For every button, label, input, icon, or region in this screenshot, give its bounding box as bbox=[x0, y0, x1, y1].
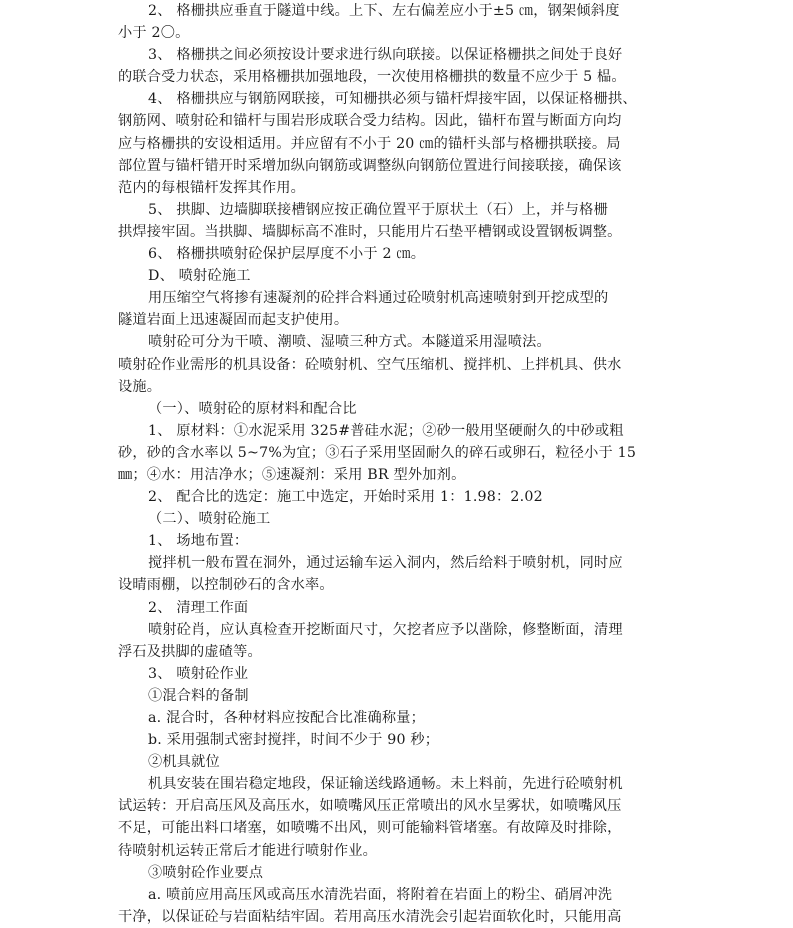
text-line: 2、 格栅拱应垂直于隧道中线。上下、左右偏差应小于±5 ㎝，钢架倾斜度 bbox=[148, 3, 620, 19]
text-line: ③喷射砼作业要点 bbox=[148, 864, 264, 881]
text-line: 设施。 bbox=[118, 378, 162, 395]
text-line: 喷射砼可分为干喷、潮喷、湿喷三种方式。本隧道采用湿喷法。 bbox=[148, 334, 551, 351]
text-line: 3、 格栅拱之间必须按设计要求进行纵向联接。以保证格栅拱之间处于良好 bbox=[148, 47, 623, 64]
text-line: 设晴雨棚，以控制砂石的含水率。 bbox=[118, 577, 334, 594]
text-line: 喷射砼肖，应认真检查开挖断面尺寸，欠挖者应予以凿除，修整断面，清理 bbox=[148, 621, 623, 638]
text-line: 1、 场地布置： bbox=[148, 533, 249, 550]
text-line: 小于 2〇。 bbox=[118, 25, 190, 42]
text-line: 喷射砼作业需彤的机具设备：砼喷射机、空气压缩机、搅拌机、上拌机具、供水 bbox=[118, 356, 622, 373]
subsection-heading: （二）、喷射砼施工 bbox=[148, 511, 271, 528]
text-line: 不足，可能出料口堵塞，如喷嘴不出风，则可能输料管堵塞。有故障及时排除， bbox=[118, 820, 622, 837]
text-line: a. 喷前应用高压风或高压水清洗岩面，将附着在岩面上的粉尘、硝屑冲洗 bbox=[148, 886, 613, 903]
section-heading: D、 喷射砼施工 bbox=[148, 268, 251, 285]
text-line: 1、 原材料：①水泥采用 325#普硅水泥；②砂一般用坚硬耐久的中砂或粗 bbox=[148, 422, 624, 439]
text-line: 钢筋网、喷射砼和锚杆与围岩形成联合受力结构。因此，锚杆布置与断面方向均 bbox=[118, 113, 622, 130]
text-line: 待喷射机运转正常后才能进行喷射作业。 bbox=[118, 842, 377, 859]
text-line: 搅拌机一般布置在洞外，通过运输车运入洞内，然后给料于喷射机，同时应 bbox=[148, 555, 623, 572]
text-line: 范内的每根锚杆发挥其作用。 bbox=[118, 179, 306, 196]
text-line: 隧道岩面上迅速凝固而起支护使用。 bbox=[118, 312, 349, 329]
text-line: 机具安装在围岩稳定地段，保证输送线路通畅。未上料前，先进行砼喷射机 bbox=[148, 776, 623, 793]
subsection-heading: （一）、喷射砼的原材料和配合比 bbox=[148, 400, 357, 417]
text-line: 试运转：开启高压风及高压水，如喷嘴风压正常喷出的风水呈雾状，如喷嘴风压 bbox=[118, 798, 622, 815]
text-line: b. 采用强制式密封搅拌，时间不少于 90 秒； bbox=[148, 732, 440, 749]
text-line: 3、 喷射砼作业 bbox=[148, 665, 249, 682]
text-line: 浮石及拱脚的虚碴等。 bbox=[118, 643, 262, 660]
text-line: 砂，砂的含水率以 5~7%为宜；③石子采用坚固耐久的碎石或卵石，粒径小于 15 bbox=[118, 444, 637, 461]
text-line: a. 混合时，各种材料应按配合比准确称量； bbox=[148, 710, 426, 726]
text-line: 2、 配合比的选定：施工中选定，开始时采用 1：1.98：2.02 bbox=[148, 489, 543, 506]
text-line: 2、 清理工作面 bbox=[148, 599, 249, 616]
text-line: 4、 格栅拱应与钢筋网联接，可知栅拱必须与锚杆焊接牢固，以保证格栅拱、 bbox=[148, 91, 637, 108]
text-line: 用压缩空气将掺有速凝剂的砼拌合料通过砼喷射机高速喷射到开挖成型的 bbox=[148, 290, 609, 307]
text-line: 部位置与锚杆错开时采增加纵向钢筋或调整纵向钢筋位置进行间接联接，确保该 bbox=[118, 157, 622, 174]
text-line: ㎜；④水：用洁净水；⑤速凝剂：采用 BR 型外加剂。 bbox=[118, 466, 466, 483]
text-line: 的联合受力状态，采用格栅拱加强地段，一次使用格栅拱的数量不应少于 5 榀。 bbox=[118, 69, 626, 86]
text-line: 干净，以保证砼与岩面粘结牢固。若用高压水清洗会引起岩面软化时，只能用高 bbox=[118, 908, 622, 925]
document-page bbox=[118, 0, 676, 928]
text-line: ②机具就位 bbox=[148, 754, 220, 771]
text-line: 拱焊接牢固。当拱脚、墙脚标高不准时，只能用片石垫平槽钢或设置钢板调整。 bbox=[118, 223, 622, 240]
text-line: 应与格栅拱的安设相适用。并应留有不小于 20 ㎝的锚杆头部与格栅拱联接。局 bbox=[118, 135, 621, 152]
text-line: 5、 拱脚、边墙脚联接槽钢应按正确位置平于原状土（石）上，并与格栅 bbox=[148, 201, 608, 218]
text-line: ①混合料的备制 bbox=[148, 687, 249, 704]
text-line: 6、 格栅拱喷射砼保护层厚度不小于 2 ㎝。 bbox=[148, 246, 426, 263]
